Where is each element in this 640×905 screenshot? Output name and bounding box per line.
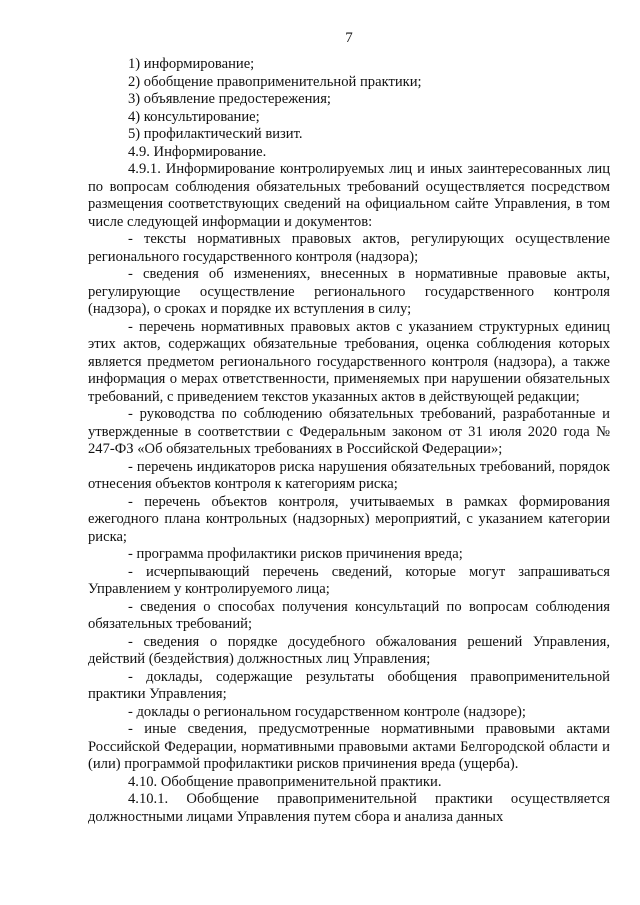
list-item-visit: 5) профилактический визит. <box>128 126 303 142</box>
bullet-item: - сведения о порядке досудебного обжалования решений Управления, действий (бездействия) должностных лиц Управления; <box>88 633 610 667</box>
bullet-item: - перечень индикаторов риска нарушения обязательных требований, порядок отнесения объектов контроля к категориям риска; <box>88 458 610 492</box>
list-item-informing: 1) информирование; <box>128 56 255 72</box>
document-body <box>88 56 610 826</box>
list-item-warning: 3) объявление предостережения; <box>128 91 331 107</box>
bullet-item: - исчерпывающий перечень сведений, которые могут запрашиваться Управлением у контролируемого лица; <box>88 563 610 597</box>
paragraph-4-10-1: 4.10.1. Обобщение правоприменительной практики осуществляется должностными лицами Управления путем сбора и анализа данных <box>88 791 610 825</box>
bullet-item: - перечень объектов контроля, учитываемых в рамках формирования ежегодного плана контрольных (надзорных) мероприятий, с указанием категории риска; <box>88 493 610 545</box>
bullet-item: - перечень нормативных правовых актов с указанием структурных единиц этих актов, содержащих обязательные требования, оценка соблюдения которых является предметом регионального государственного контроля (надзора), а также информация о мерах ответственности, применяемых при нарушении обязательных требований, с приведением текстов указанных актов в действующей редакции; <box>88 318 610 405</box>
bullet-item: - руководства по соблюдению обязательных требований, разработанные и утвержденные в соответствии с Федеральным законом от 31 июля 2020 года № 247-ФЗ «Об обязательных требованиях в Российской Федерации»; <box>88 406 610 457</box>
bullet-item: - сведения об изменениях, внесенных в нормативные правовые акты, регулирующие осуществление регионального государственного контроля (надзора), о сроках и порядке их вступления в силу; <box>88 266 610 317</box>
bullet-item: - тексты нормативных правовых актов, регулирующих осуществление регионального государственного контроля (надзора); <box>88 231 610 265</box>
list-item-consulting: 4) консультирование; <box>128 108 260 125</box>
bullet-item: - иные сведения, предусмотренные нормативными правовыми актами Российской Федерации, нормативными правовыми актами Белгородской области и (или) программой профилактики рисков причинения вреда (ущерба). <box>88 721 610 772</box>
bullet-item: - доклады о региональном государственном контроле (надзоре); <box>128 703 526 720</box>
page-number: 7 <box>345 30 353 46</box>
paragraph-4-9-1: 4.9.1. Информирование контролируемых лиц и иных заинтересованных лиц по вопросам соблюдения обязательных требований осуществляется посредством размещения соответствующих сведений на официальном сайте Управления, в том числе следующей информации и документов: <box>88 161 610 230</box>
list-item-generalization: 2) обобщение правоприменительной практики; <box>128 73 422 90</box>
section-heading-4-10: 4.10. Обобщение правоприменительной практики. <box>128 773 442 790</box>
bullet-item: - доклады, содержащие результаты обобщения правоприменительной практики Управления; <box>88 668 610 702</box>
bullet-item: - программа профилактики рисков причинения вреда; <box>128 546 463 562</box>
section-heading-4-9: 4.9. Информирование. <box>128 143 267 160</box>
bullet-item: - сведения о способах получения консультаций по вопросам соблюдения обязательных требований; <box>88 598 610 632</box>
